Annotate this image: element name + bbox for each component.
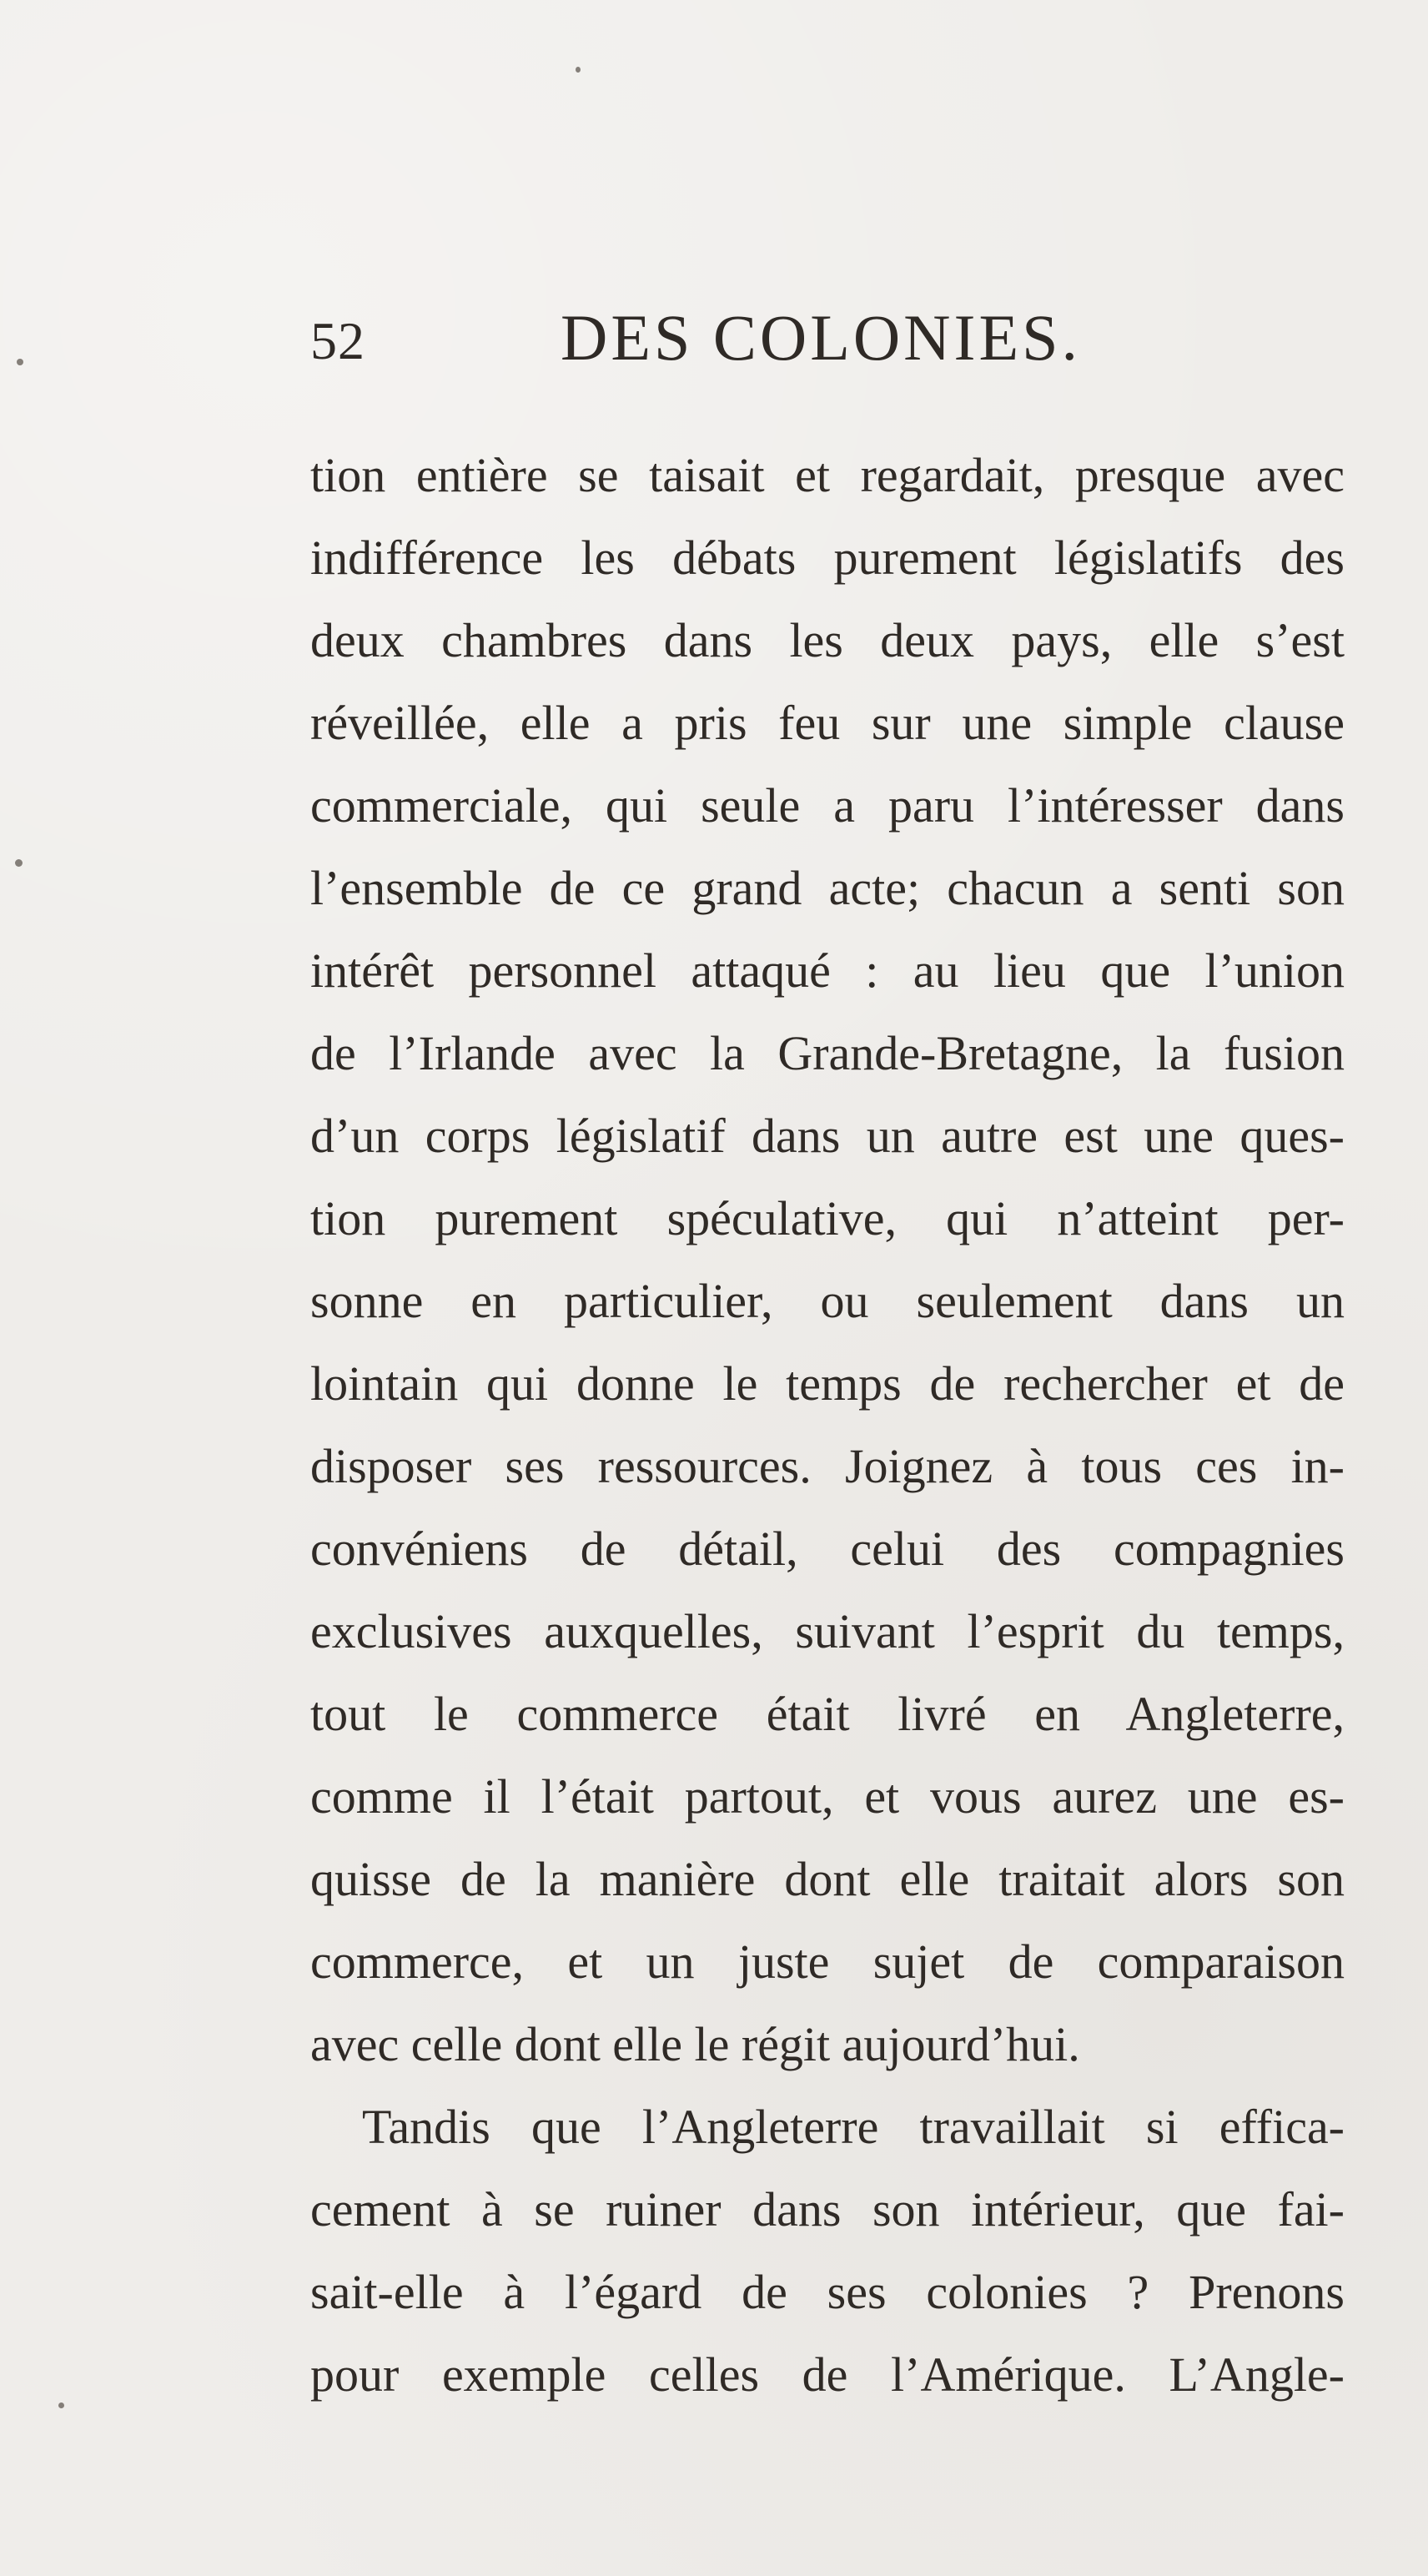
text-line: tion purement spéculative, qui n’atteint per- xyxy=(310,1191,1345,1245)
text-line: deux chambres dans les deux pays, elle s’est xyxy=(310,613,1345,667)
text-line: réveillée, elle a pris feu sur une simple clause xyxy=(310,696,1345,750)
text-line: intérêt personnel attaqué : au lieu que l’union xyxy=(310,943,1345,998)
page-number: 52 xyxy=(310,311,365,370)
running-title: DES COLONIES. xyxy=(561,301,1082,374)
text-line: convéniens de détail, celui des compagnies xyxy=(310,1522,1345,1576)
text-line: sait-elle à l’égard de ses colonies ? Prenons xyxy=(310,2265,1345,2319)
text-line: comme il l’était partout, et vous aurez une es- xyxy=(310,1769,1345,1824)
text-line: lointain qui donne le temps de rechercher et de xyxy=(310,1356,1345,1411)
text-line: de l’Irlande avec la Grande-Bretagne, la fusion xyxy=(310,1026,1345,1080)
text-line: sonne en particulier, ou seulement dans un xyxy=(310,1274,1345,1328)
ink-speck xyxy=(15,859,23,867)
text-line: indifférence les débats purement législatifs des xyxy=(310,531,1345,585)
ink-speck xyxy=(17,359,23,365)
text-line: commerce, et un juste sujet de comparaison xyxy=(310,1935,1345,1989)
text-line: tout le commerce était livré en Angleterre, xyxy=(310,1687,1345,1741)
text-line: cement à se ruiner dans son intérieur, que fai- xyxy=(310,2182,1345,2236)
text-line: quisse de la manière dont elle traitait alors son xyxy=(310,1852,1345,1906)
page-header xyxy=(310,300,1361,400)
text-line: pour exemple celles de l’Amérique. L’Angle- xyxy=(310,2347,1345,2402)
text-line: avec celle dont elle le régit aujourd’hui. xyxy=(310,2017,1080,2071)
ink-speck xyxy=(58,2402,64,2408)
text-line: Tandis que l’Angleterre travaillait si effica- xyxy=(362,2100,1345,2154)
text-line: exclusives auxquelles, suivant l’esprit du temps, xyxy=(310,1604,1345,1658)
text-line: l’ensemble de ce grand acte; chacun a senti son xyxy=(310,861,1345,915)
text-line: tion entière se taisait et regardait, presque avec xyxy=(310,448,1345,502)
ink-speck xyxy=(576,67,581,73)
text-line: disposer ses ressources. Joignez à tous ces in- xyxy=(310,1439,1345,1493)
body-text xyxy=(310,434,1345,2416)
text-line: d’un corps législatif dans un autre est une ques- xyxy=(310,1109,1345,1163)
text-line: commerciale, qui seule a paru l’intéresser dans xyxy=(310,778,1345,833)
